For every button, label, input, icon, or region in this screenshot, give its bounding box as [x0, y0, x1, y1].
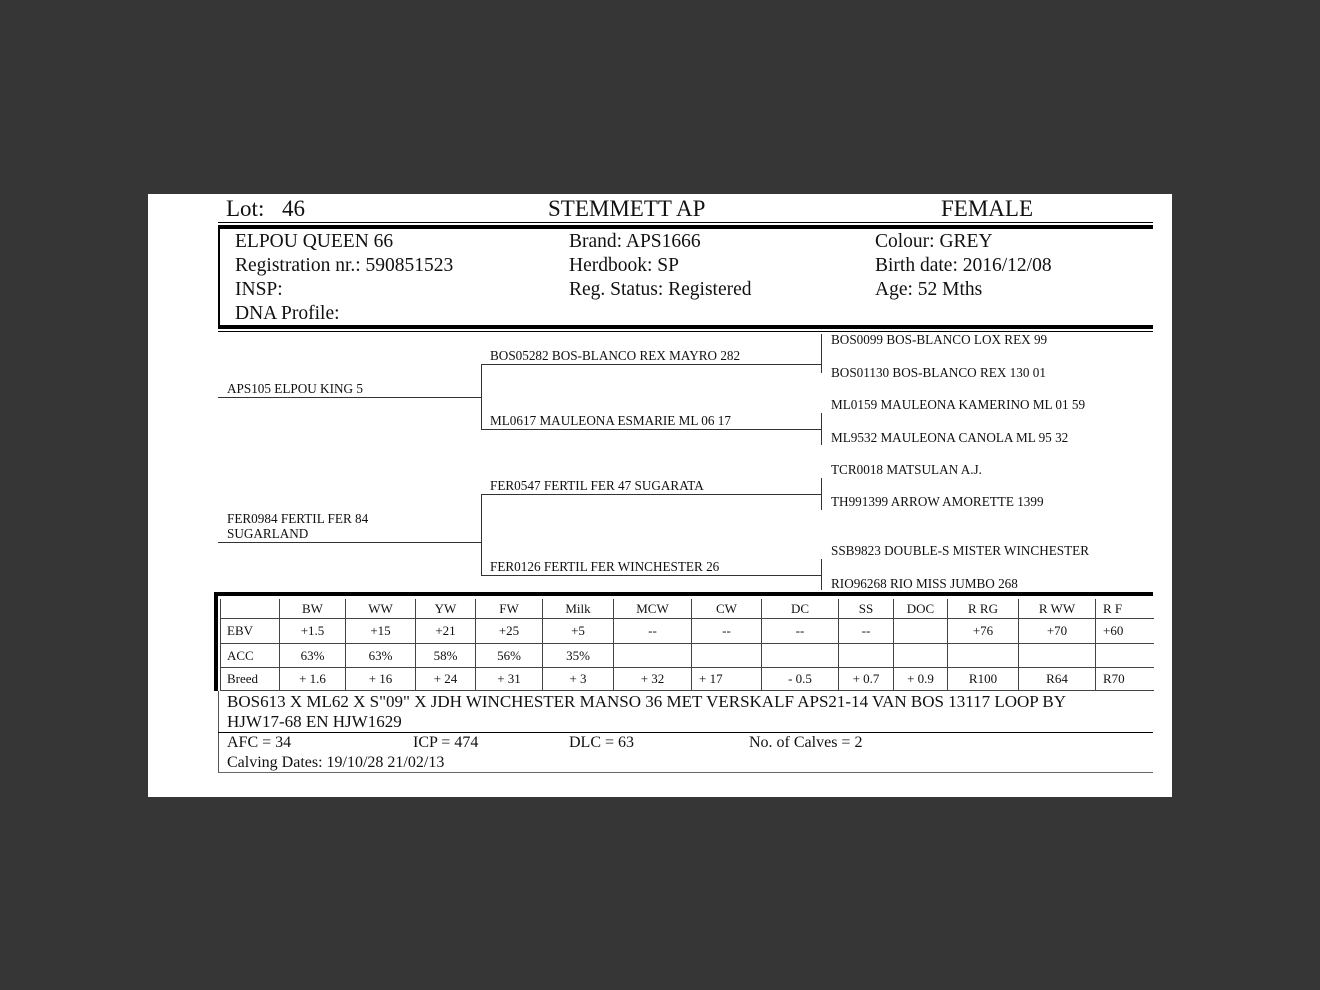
ebv-cell: --	[762, 619, 839, 644]
gg-name-5: TCR0018 MATSULAN A.J.	[831, 462, 982, 477]
dam-sire-name: FER0547 FERTIL FER 47 SUGARATA	[490, 478, 704, 493]
ebv-cell: --	[839, 619, 894, 644]
gg-name-7: SSB9823 DOUBLE-S MISTER WINCHESTER	[831, 543, 1090, 558]
ebv-header-cell	[221, 599, 280, 619]
acc-cell	[948, 644, 1019, 668]
acc-cell: 63%	[346, 644, 416, 668]
breeder-name: STEMMETT AP	[548, 196, 706, 221]
breed-cell: + 0.7	[839, 668, 894, 691]
info-rule-thick	[218, 325, 1153, 329]
icp-value: ICP = 474	[413, 734, 479, 751]
ebv-header-cell: BW	[280, 599, 346, 619]
dlc-value: DLC = 63	[569, 734, 635, 751]
gg-name-3: ML0159 MAULEONA KAMERINO ML 01 59	[831, 397, 1086, 412]
remarks-rule	[218, 732, 1153, 733]
breed-row	[221, 668, 1154, 691]
ebv-cell: +21	[416, 619, 476, 644]
acc-cell: 56%	[476, 644, 543, 668]
sex-label: FEMALE	[941, 196, 1033, 221]
lot-number: 46	[282, 196, 305, 221]
ebv-rule-thick	[214, 592, 1153, 596]
ebv-header-cell: MCW	[614, 599, 692, 619]
dna-profile-field: DNA Profile:	[235, 303, 340, 324]
gg-bracket-4	[821, 559, 822, 590]
acc-cell	[1019, 644, 1096, 668]
acc-cell: 58%	[416, 644, 476, 668]
breed-cell: + 0.9	[894, 668, 948, 691]
ebv-cell: +25	[476, 619, 543, 644]
breed-cell: + 3	[543, 668, 614, 691]
gg-name-2: BOS01130 BOS-BLANCO REX 130 01	[831, 365, 1046, 380]
ebv-header-cell: R RG	[948, 599, 1019, 619]
breed-cell: R64	[1019, 668, 1096, 691]
ebv-header-cell: R F	[1096, 599, 1154, 619]
gg-bracket-1	[821, 334, 822, 373]
gg-name-4: ML9532 MAULEONA CANOLA ML 95 32	[831, 430, 1069, 445]
acc-row	[221, 644, 1154, 668]
ebv-header-cell: DOC	[894, 599, 948, 619]
acc-cell: 63%	[280, 644, 346, 668]
gg-name-1: BOS0099 BOS-BLANCO LOX REX 99	[831, 332, 1048, 347]
sire-line	[218, 397, 482, 398]
lot-label: Lot:	[226, 196, 265, 221]
colour-field: Colour: GREY	[875, 231, 993, 252]
ebv-cell: EBV	[221, 619, 280, 644]
acc-cell	[894, 644, 948, 668]
breed-cell: + 24	[416, 668, 476, 691]
ebv-header-cell: CW	[692, 599, 762, 619]
acc-cell	[1096, 644, 1154, 668]
info-left-border	[218, 229, 220, 329]
breed-cell: R70	[1096, 668, 1154, 691]
gg-name-8: RIO96268 RIO MISS JUMBO 268	[831, 576, 1018, 591]
sire-dam-line	[481, 429, 822, 430]
gg-bracket-3	[821, 478, 822, 510]
sire-sire-line	[481, 364, 822, 365]
herdbook-field: Herdbook: SP	[569, 255, 679, 276]
brand-field: Brand: APS1666	[569, 231, 701, 252]
ebv-header-cell: DC	[762, 599, 839, 619]
calves-count: No. of Calves = 2	[749, 734, 863, 751]
registration-number: Registration nr.: 590851523	[235, 255, 454, 276]
header-rule-thin	[218, 222, 1153, 223]
ebv-table	[220, 599, 1153, 691]
ebv-cell: +1.5	[280, 619, 346, 644]
sire-dam-name: ML0617 MAULEONA ESMARIE ML 06 17	[490, 413, 731, 428]
breed-cell: + 32	[614, 668, 692, 691]
dam-dam-name: FER0126 FERTIL FER WINCHESTER 26	[490, 559, 720, 574]
animal-name: ELPOU QUEEN 66	[235, 231, 394, 252]
reg-status-field: Reg. Status: Registered	[569, 279, 752, 300]
sire-sire-name: BOS05282 BOS-BLANCO REX MAYRO 282	[490, 348, 741, 363]
sire-bracket	[481, 364, 482, 430]
remarks-line1: BOS613 X ML62 X S"09" X JDH WINCHESTER MANSO 36 MET VERSKALF APS21-14 VAN BOS 13117 LOOP BY	[227, 692, 1066, 711]
afc-value: AFC = 34	[227, 734, 292, 751]
birth-date-field: Birth date: 2016/12/08	[875, 255, 1052, 276]
dam-name-line2: SUGARLAND	[227, 526, 309, 541]
ebv-header-cell: YW	[416, 599, 476, 619]
calving-dates: Calving Dates: 19/10/28 21/02/13	[227, 754, 445, 771]
dam-sire-line	[481, 494, 822, 495]
gg-name-6: TH991399 ARROW AMORETTE 1399	[831, 494, 1044, 509]
sire-name: APS105 ELPOU KING 5	[227, 381, 363, 396]
ebv-header-cell: SS	[839, 599, 894, 619]
breed-cell: + 1.6	[280, 668, 346, 691]
header-rule-thick	[218, 225, 1153, 229]
ebv-cell	[894, 619, 948, 644]
ebv-header-cell: WW	[346, 599, 416, 619]
acc-cell	[614, 644, 692, 668]
acc-cell	[762, 644, 839, 668]
ebv-cell: +5	[543, 619, 614, 644]
ebv-row	[221, 619, 1154, 644]
footer-rule	[218, 772, 1153, 773]
ebv-cell: --	[614, 619, 692, 644]
ebv-left-border	[214, 592, 218, 691]
ebv-header-cell: R WW	[1019, 599, 1096, 619]
ebv-header-row	[221, 599, 1154, 619]
catalogue-sheet	[148, 194, 1172, 797]
gg-bracket-2	[821, 413, 822, 445]
ebv-cell: +60	[1096, 619, 1154, 644]
ebv-cell: +15	[346, 619, 416, 644]
dam-bracket	[481, 494, 482, 576]
breed-cell: + 16	[346, 668, 416, 691]
ebv-cell: +76	[948, 619, 1019, 644]
acc-cell: ACC	[221, 644, 280, 668]
breed-cell: Breed	[221, 668, 280, 691]
age-field: Age: 52 Mths	[875, 279, 983, 300]
breed-cell: R100	[948, 668, 1019, 691]
acc-cell: 35%	[543, 644, 614, 668]
breed-cell: + 31	[476, 668, 543, 691]
ebv-cell: --	[692, 619, 762, 644]
dam-dam-line	[481, 575, 822, 576]
ebv-cell: +70	[1019, 619, 1096, 644]
remarks-line2: HJW17-68 EN HJW1629	[227, 712, 402, 731]
dam-line	[218, 542, 482, 543]
ebv-header-cell: Milk	[543, 599, 614, 619]
ebv-header-cell: FW	[476, 599, 543, 619]
acc-cell	[692, 644, 762, 668]
breed-cell: - 0.5	[762, 668, 839, 691]
breed-cell: + 17	[692, 668, 762, 691]
insp-field: INSP:	[235, 279, 283, 300]
dam-name-line1: FER0984 FERTIL FER 84	[227, 511, 369, 526]
acc-cell	[839, 644, 894, 668]
